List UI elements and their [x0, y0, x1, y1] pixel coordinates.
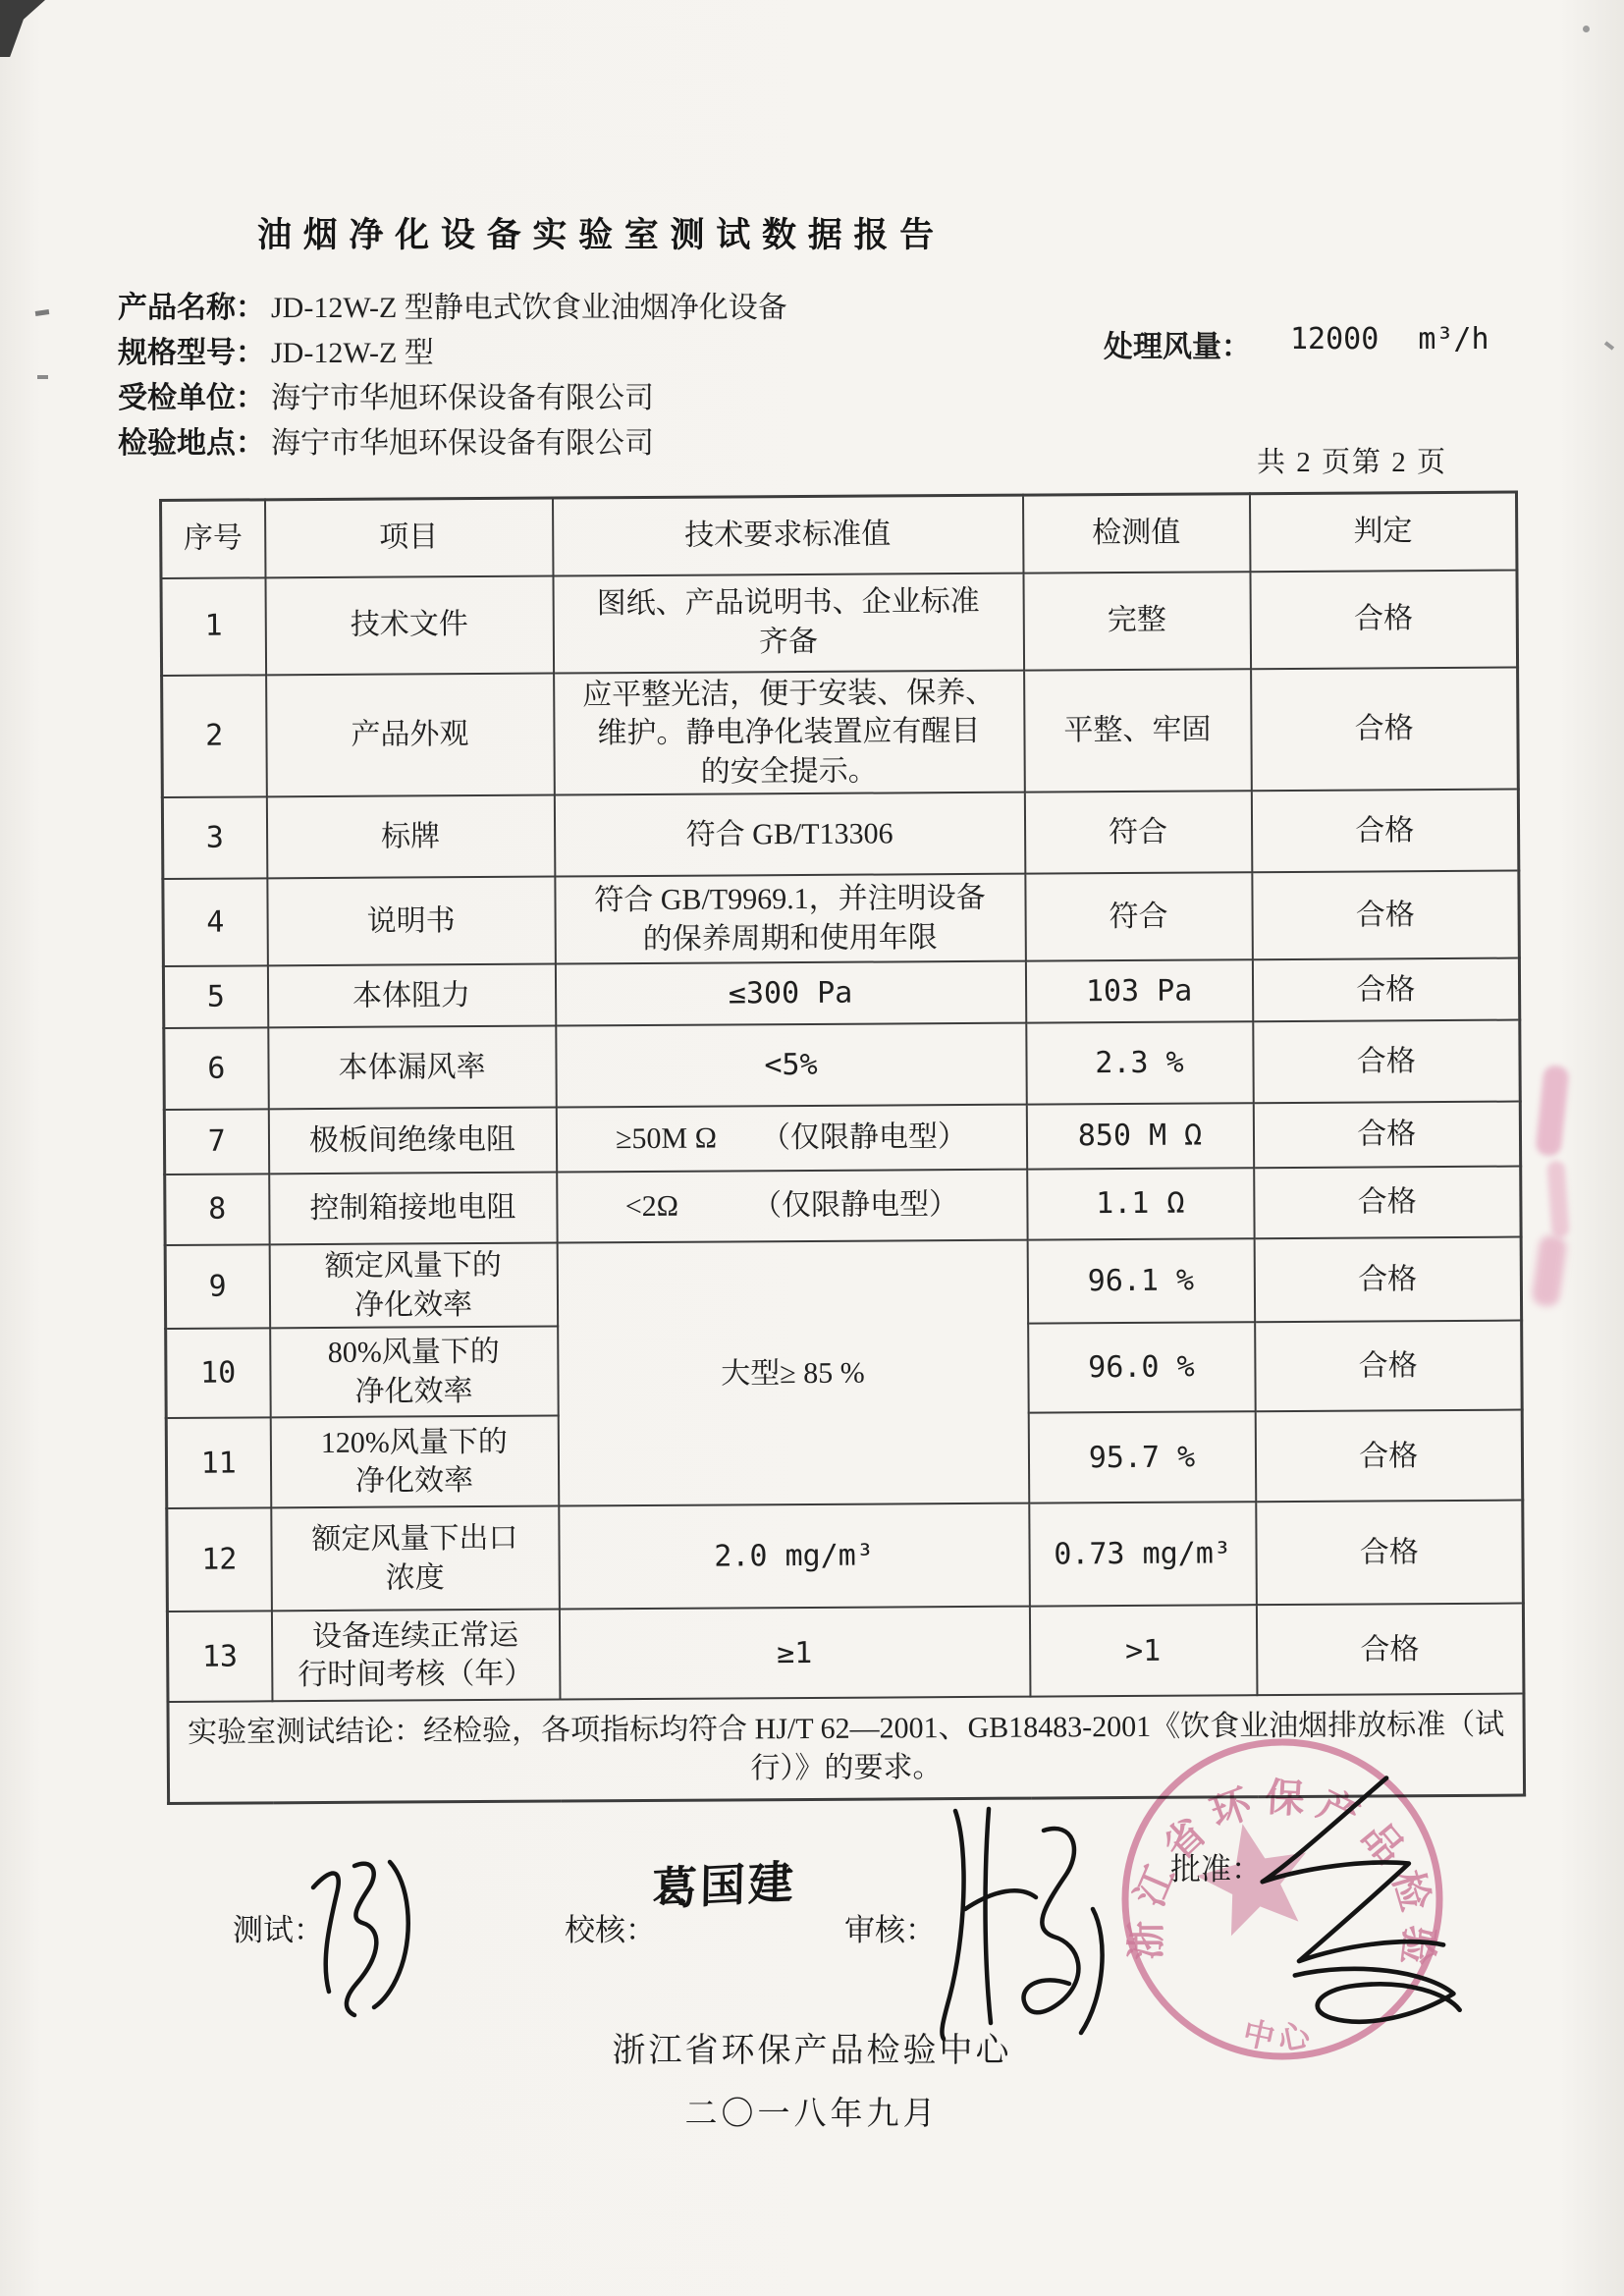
table-row — [164, 1020, 1520, 1110]
row-number-cell: 1 — [161, 577, 266, 676]
item-cell: 设备连续正常运 行时间考核（年） — [271, 1610, 560, 1702]
row-number-cell: 3 — [162, 797, 267, 880]
judgment-cell: 合格 — [1255, 1321, 1523, 1412]
air-volume-label: 处理风量： — [1104, 331, 1251, 363]
detected-cell: 103 Pa — [1025, 959, 1252, 1022]
judgment-cell: 合格 — [1254, 1167, 1521, 1239]
scan-artifact — [1583, 26, 1590, 32]
standard-cell: 2.0 mg/m³ — [559, 1503, 1030, 1610]
table-row — [167, 1604, 1524, 1702]
row-number-cell: 11 — [166, 1418, 271, 1509]
scan-artifact-pink-streak — [1546, 1160, 1569, 1237]
row-number-cell: 13 — [167, 1612, 272, 1703]
test-signature — [295, 1836, 432, 2033]
detected-cell: 2.3 % — [1026, 1021, 1254, 1104]
judgment-cell: 合格 — [1254, 1237, 1522, 1323]
standard-cell: ≥1 — [559, 1607, 1030, 1700]
standard-cell: 符合 GB/T13306 — [554, 793, 1024, 877]
judgment-cell: 合格 — [1255, 1410, 1523, 1503]
product-name-label: 产品名称： — [118, 292, 265, 324]
inspected-unit-label: 受检单位： — [118, 382, 265, 414]
item-cell: 极板间绝缘电阻 — [268, 1108, 556, 1175]
item-cell: 标牌 — [266, 795, 555, 879]
row-number-cell: 4 — [163, 879, 268, 967]
judgment-cell: 合格 — [1252, 958, 1519, 1022]
judgment-cell: 合格 — [1251, 790, 1519, 873]
standard-cell: <5% — [556, 1023, 1026, 1108]
report-date: 二〇一八年九月 — [684, 2097, 940, 2132]
test-results-table — [159, 491, 1526, 1805]
item-cell: 技术文件 — [265, 575, 554, 675]
table-row — [165, 1167, 1521, 1245]
issuing-organization: 浙江省环保产品检验中心 — [612, 2033, 1012, 2069]
item-cell: 产品外观 — [266, 673, 555, 797]
header-detected: 检测值 — [1022, 494, 1249, 573]
conclusion-cell: 实验室测试结论：经检验，各项指标均符合 HJ/T 62—2001、GB18483-2001《饮食业油烟排放标准（试行）》的要求。 — [168, 1694, 1525, 1803]
judgment-cell: 合格 — [1256, 1501, 1524, 1606]
table-row — [163, 871, 1520, 966]
item-cell: 本体漏风率 — [268, 1026, 557, 1110]
test-label: 测试： — [233, 1913, 324, 1947]
table-row — [164, 1102, 1520, 1175]
approve-label: 批准： — [1170, 1852, 1262, 1886]
detected-cell: 符合 — [1025, 872, 1253, 960]
row-number-cell: 2 — [162, 675, 267, 797]
page-indicator: 共 2 页第 2 页 — [1256, 447, 1447, 478]
inspection-place-field — [118, 418, 654, 462]
inspection-place-value: 海宁市华旭环保设备有限公司 — [271, 427, 654, 460]
air-volume-value: 12000 — [1290, 322, 1380, 356]
table-row — [165, 1237, 1521, 1330]
table-row — [161, 570, 1518, 675]
scan-artifact — [1604, 341, 1614, 350]
report-title: 油 烟 净 化 设 备 实 验 室 测 试 数 据 报 告 — [257, 216, 936, 254]
scan-artifact-corner — [0, 0, 45, 57]
spec-model-value: JD-12W-Z 型 — [271, 337, 434, 369]
detected-cell: 1.1 Ω — [1027, 1168, 1254, 1239]
standard-cell: ≤300 Pa — [555, 961, 1025, 1026]
standard-cell: 图纸、产品说明书、企业标准 齐备 — [553, 573, 1024, 673]
detected-cell: >1 — [1029, 1606, 1257, 1697]
standard-cell: ≥50M Ω （仅限静电型） — [556, 1105, 1026, 1173]
row-number-cell: 10 — [166, 1329, 271, 1419]
detected-cell: 95.7 % — [1028, 1412, 1256, 1503]
scan-artifact-pink-streak — [1535, 1065, 1569, 1157]
detected-cell: 0.73 mg/m³ — [1029, 1503, 1257, 1607]
header-no: 序号 — [161, 500, 265, 578]
judgment-cell: 合格 — [1250, 570, 1518, 669]
judgment-cell: 合格 — [1252, 871, 1520, 960]
row-number-cell: 8 — [165, 1175, 269, 1246]
stamp-ring-text: 浙江省环保产品检验 — [1123, 1775, 1442, 1979]
item-cell: 120%风量下的 净化效率 — [270, 1416, 559, 1508]
judgment-cell: 合格 — [1251, 667, 1519, 791]
standard-cell: 应平整光洁，便于安装、保养、 维护。静电净化装置应有醒目 的安全提示。 — [554, 670, 1025, 795]
detected-cell: 96.0 % — [1028, 1323, 1256, 1413]
inspected-unit-value: 海宁市华旭环保设备有限公司 — [271, 382, 654, 414]
table-header-row — [161, 492, 1517, 577]
table-row — [162, 667, 1519, 797]
review-label: 审核： — [844, 1913, 936, 1947]
row-number-cell: 7 — [164, 1110, 268, 1175]
product-name-field — [118, 283, 787, 326]
judgment-cell: 合格 — [1253, 1102, 1520, 1169]
detected-cell: 符合 — [1024, 791, 1252, 873]
row-number-cell: 5 — [163, 966, 267, 1029]
table-row — [162, 790, 1518, 879]
item-cell: 80%风量下的 净化效率 — [270, 1327, 559, 1418]
spec-model-field — [118, 328, 434, 371]
header-judgment: 判定 — [1249, 492, 1516, 572]
table-row — [167, 1501, 1524, 1612]
standard-cell: 符合 GB/T9969.1，并注明设备 的保养周期和使用年限 — [555, 874, 1026, 964]
item-cell: 控制箱接地电阻 — [269, 1173, 557, 1245]
inspected-unit-field — [118, 373, 654, 416]
header-standard: 技术要求标准值 — [553, 495, 1023, 575]
standard-cell: <2Ω （仅限静电型） — [557, 1170, 1027, 1243]
spec-model-label: 规格型号： — [118, 337, 265, 369]
air-volume-unit: m³/h — [1418, 322, 1489, 356]
header-item: 项目 — [265, 498, 553, 577]
check-label: 校核： — [565, 1913, 656, 1947]
table-row — [163, 958, 1519, 1028]
item-cell: 额定风量下出口 浓度 — [271, 1506, 560, 1612]
item-cell: 额定风量下的 净化效率 — [269, 1243, 558, 1329]
product-name-value: JD-12W-Z 型静电式饮食业油烟净化设备 — [271, 292, 787, 324]
scan-artifact — [37, 375, 48, 379]
row-number-cell: 6 — [164, 1028, 269, 1111]
detected-cell: 平整、牢固 — [1024, 669, 1252, 793]
judgment-cell: 合格 — [1256, 1604, 1524, 1696]
judgment-cell: 合格 — [1253, 1020, 1521, 1104]
check-signature-name: 葛国建 — [651, 1857, 797, 1915]
review-signature — [921, 1791, 1127, 2047]
row-number-cell: 9 — [165, 1245, 270, 1330]
item-cell: 本体阻力 — [267, 964, 555, 1028]
detected-cell: 96.1 % — [1027, 1238, 1255, 1324]
item-cell: 说明书 — [267, 877, 556, 966]
scan-artifact — [35, 309, 50, 316]
row-number-cell: 12 — [167, 1508, 272, 1613]
scan-artifact-pink-streak — [1531, 1233, 1568, 1307]
inspection-place-label: 检验地点： — [118, 427, 265, 460]
detected-cell: 850 M Ω — [1026, 1103, 1253, 1169]
air-volume-field — [1104, 322, 1489, 365]
standard-cell-merged: 大型≥ 85 % — [557, 1240, 1029, 1506]
detected-cell: 完整 — [1023, 572, 1251, 670]
approve-signature — [1233, 1762, 1479, 2047]
stamp-bottom-text: 中心 — [1239, 2014, 1321, 2058]
